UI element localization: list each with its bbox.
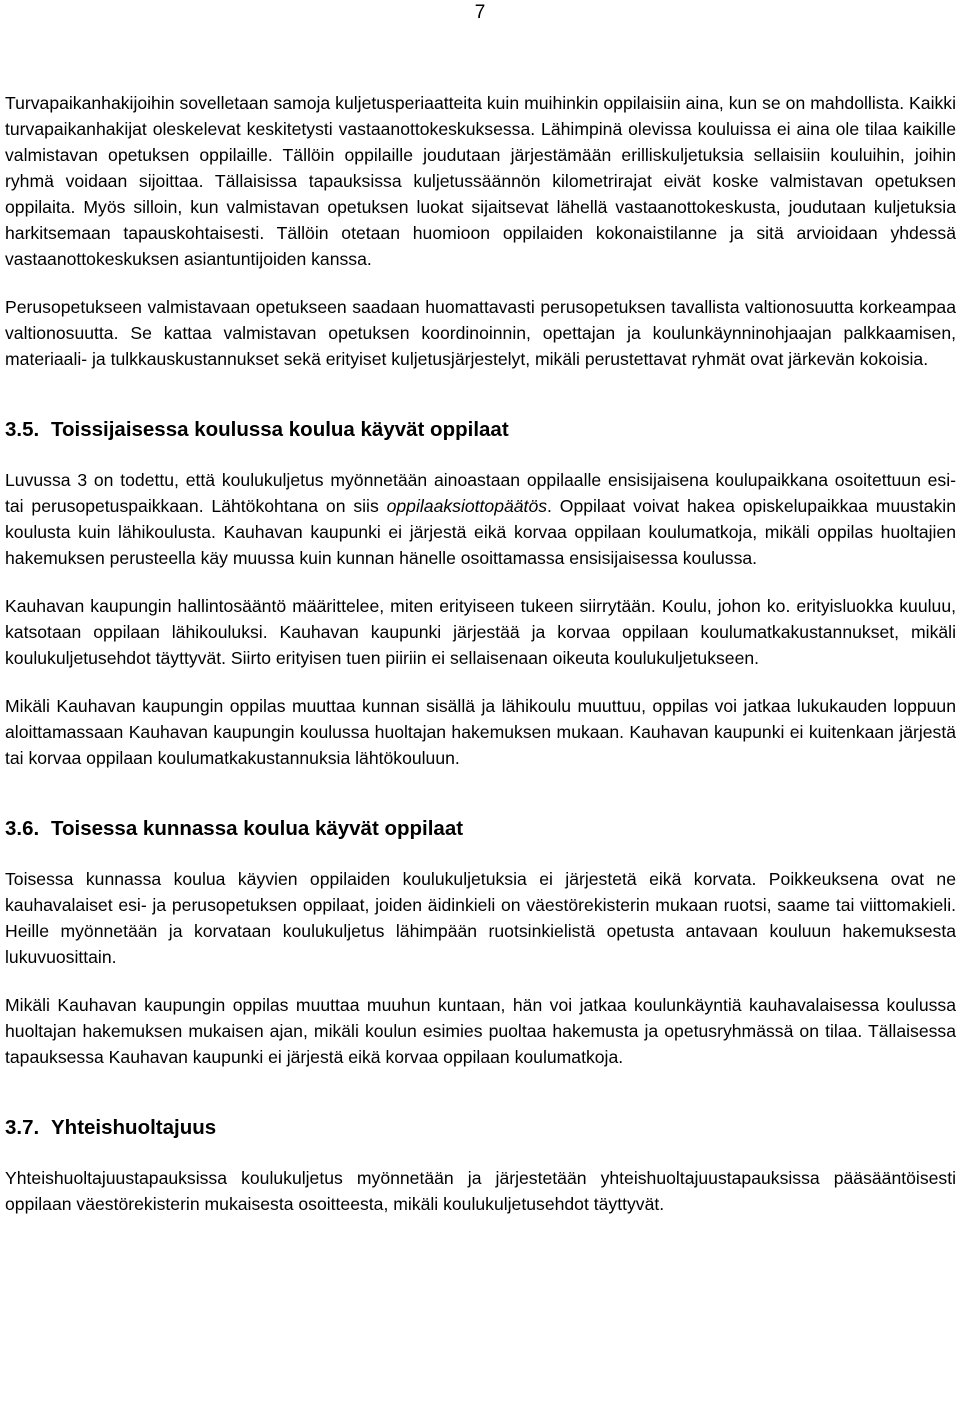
paragraph-other-municipality: Toisessa kunnassa koulua käyvien oppilaiden koulukuljetuksia ei järjestetä eikä korvata. Poikkeuksena ovat ne kauhavalaiset esi- ja perusopetuksen oppilaat, joiden äidinkieli on väestörekisterin mukaan ruotsi, saame tai viittomakieli. Heille myönnetään ja korvataan koulukuljetus lähimpään ruotsinkielistä opetusta antavaan kouluun hakemuksesta lukuvuosittain. bbox=[5, 869, 956, 967]
paragraph-moving-to-other-municipality: Mikäli Kauhavan kaupungin oppilas muuttaa muuhun kuntaan, hän voi jatkaa koulunkäyntiä kauhavalaisessa koulussa huoltajan hakemuksen mukaisen ajan, mikäli koulun esimies puoltaa hakemusta ja opetusryhmässä on tilaa. Tällaisessa tapauksessa Kauhavan kaupunki ei järjestä eikä korvaa oppilaan koulumatkoja. bbox=[5, 995, 956, 1067]
emphasized-term: oppilaaksiottopäätös bbox=[386, 496, 548, 516]
section-number: 3.7. bbox=[5, 1116, 40, 1139]
section-heading-3-5 bbox=[5, 417, 956, 443]
section-number: 3.5. bbox=[5, 418, 40, 441]
section-title: Toissijaisessa koulussa koulua käyvät oppilaat bbox=[51, 418, 509, 441]
paragraph-joint-custody: Yhteishuoltajuustapauksissa koulukuljetus myönnetään ja järjestetään yhteishuoltajuustapauksissa pääsääntöisesti oppilaan väestörekisterin mukaisesta osoitteesta, mikäli koulukuljetusehdot täyttyvät. bbox=[5, 1168, 956, 1214]
paragraph-moving-within-municipality: Mikäli Kauhavan kaupungin oppilas muuttaa kunnan sisällä ja lähikoulu muuttuu, oppilas voi jatkaa lukukauden loppuun aloittamassaan Kauhavan kaupungin koulussa huoltajan hakemuksen mukaan. Kauhavan kaupunki ei kuitenkaan järjestä tai korvaa oppilaan koulumatkakustannuksia lähtökouluun. bbox=[5, 696, 956, 768]
paragraph-preparatory-funding: Perusopetukseen valmistavaan opetukseen saadaan huomattavasti perusopetuksen tavallista valtionosuutta korkeampaa valtionosuutta. Se kattaa valmistavan opetuksen koordinoinnin, opettajan ja koulunkäynninohjaajan palkkaamisen, materiaali- ja tulkkauskustannukset sekä erityiset kuljetusjärjestelyt, mikäli perustettavat ryhmät ovat järkevän kokoisia. bbox=[5, 297, 956, 369]
section-number: 3.6. bbox=[5, 817, 40, 840]
document-body bbox=[5, 90, 956, 1217]
section-heading-3-7 bbox=[5, 1115, 956, 1141]
paragraph-secondary-school bbox=[5, 467, 956, 571]
paragraph-special-support: Kauhavan kaupungin hallintosääntö määrittelee, miten erityiseen tukeen siirrytään. Koulu, johon ko. erityisluokka kuuluu, katsotaan oppilaan lähikouluksi. Kauhavan kaupunki järjestää ja korvaa oppilaan koulumatkakustannukset, mikäli koulukuljetusehdot täyttyvät. Siirto erityisen tuen piiriin ei sellaisenaan oikeuta koulukuljetukseen. bbox=[5, 596, 956, 668]
text-segment: . Oppilaat voivat hakea opiskelupaikkaa muustakin koulusta kuin lähikoulusta. Kauhavan kaupunki ei järjestä eikä korvaa oppilaan koulumatkoja, mikäli oppilas huoltajien hakemuksen perusteella käy muussa kuin kunnan hänelle osoittamassa ensisijaisessa koulussa. bbox=[5, 496, 956, 568]
paragraph-asylum-seekers: Turvapaikanhakijoihin sovelletaan samoja kuljetusperiaatteita kuin muihinkin oppilaisiin aina, kun se on mahdollista. Kaikki turvapaikanhakijat oleskelevat keskitetysti vastaanottokeskuksessa. Lähimpinä olevissa kouluissa ei aina ole tilaa kaikille valmistavan opetuksen oppilaille. Tällöin oppilaille joudutaan järjestämään erilliskuljetuksia sellaisiin kouluihin, joihin ryhmä voidaan sijoittaa. Tällaisissa tapauksissa kuljetussäännön kilometrirajat eivät koske valmistavan opetuksen oppilaita. Myös silloin, kun valmistavan opetuksen luokat sijaitsevat lähellä vastaanottokeskusta, joudutaan kuljetuksia harkitsemaan tapauskohtaisesti. Tällöin otetaan huomioon oppilaiden kokonaistilanne ja sitä arvioidaan yhdessä vastaanottokeskuksen asiantuntijoiden kanssa. bbox=[5, 93, 956, 269]
text-segment: Luvussa 3 on todettu, että koulukuljetus myönnetään ainoastaan oppilaalle ensisijaisena koulupaikkana osoitettuun esi- tai perusopetuspaikkaan. Lähtökohtana on siis bbox=[5, 470, 956, 516]
section-heading-3-6 bbox=[5, 816, 956, 842]
page-number: 7 bbox=[474, 2, 486, 23]
section-title: Toisessa kunnassa koulua käyvät oppilaat bbox=[51, 817, 464, 840]
section-title: Yhteishuoltajuus bbox=[51, 1116, 217, 1139]
